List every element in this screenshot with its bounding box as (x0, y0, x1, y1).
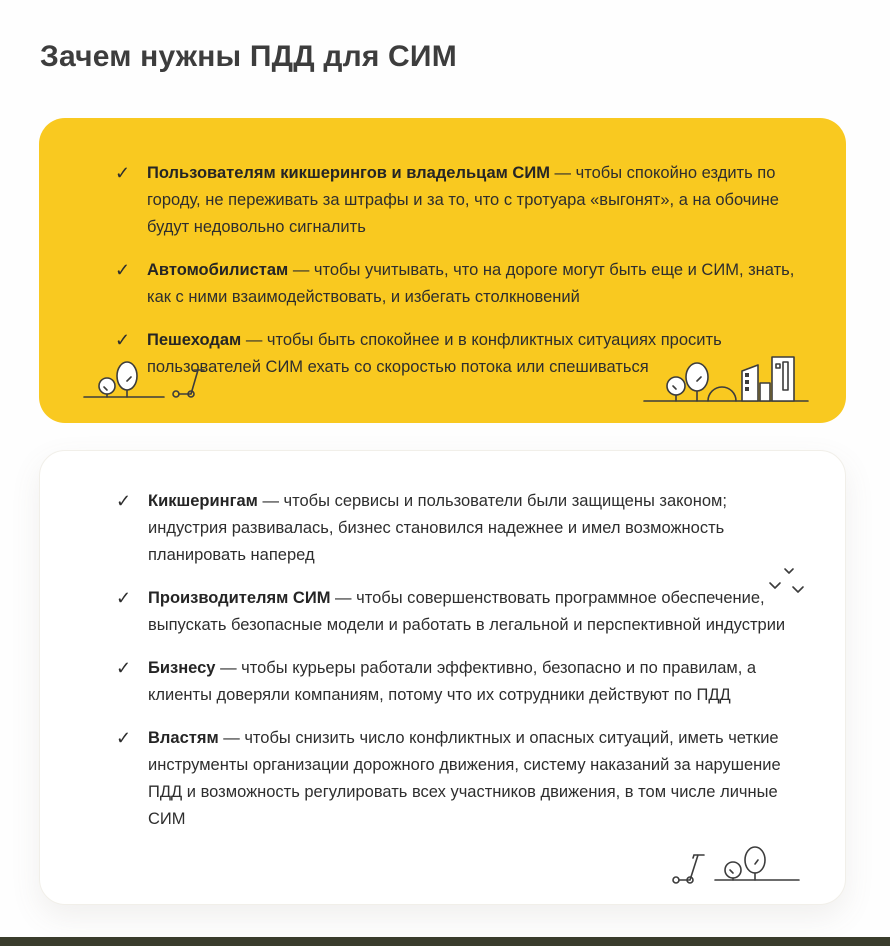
list-item-text: Автомобилистам — чтобы учитывать, что на дороге могут быть еще и СИМ, знать, как с ними взаимодействовать, и избегать столкновений (147, 261, 795, 306)
list-item-text: Пешеходам — чтобы быть спокойнее и в конфликтных ситуациях просить пользователей СИМ ехать со скоростью потока или спешиваться (147, 331, 722, 376)
check-icon: ✓ (116, 588, 132, 608)
list-item-lead: Производителям СИМ (148, 589, 331, 607)
scooter-and-trees-icon (671, 842, 803, 890)
city-skyline-icon (642, 351, 810, 409)
yellow-card-list (39, 160, 846, 381)
white-info-card (39, 450, 846, 905)
list-item-text: Властям — чтобы снизить число конфликтных и опасных ситуаций, иметь четкие инструменты организации дорожного движения, систему наказаний за нарушение ПДД и возможность регулировать всех участников движения, в том числе личные СИМ (148, 729, 781, 828)
trees-and-scooter-icon (79, 357, 219, 407)
yellow-info-card (39, 118, 846, 423)
check-icon: ✓ (115, 330, 131, 350)
white-card-list (40, 488, 845, 833)
list-item-text: Бизнесу — чтобы курьеры работали эффективно, безопасно и по правилам, а клиенты доверяли компаниям, потому что их сотрудники действуют по ПДД (148, 659, 757, 704)
list-item-text: Кикшерингам — чтобы сервисы и пользователи были защищены законом; индустрия развивалась, бизнес становился надежнее и имел возможность планировать наперед (148, 492, 727, 564)
next-section-edge (0, 937, 890, 946)
check-icon: ✓ (116, 491, 132, 511)
birds-icon (766, 563, 814, 597)
list-item-lead: Бизнесу (148, 659, 216, 677)
page-title: Зачем нужны ПДД для СИМ (40, 40, 457, 74)
list-item (40, 488, 845, 569)
check-icon: ✓ (115, 163, 131, 183)
list-item-text: Пользователям кикшерингов и владельцам СИМ — чтобы спокойно ездить по городу, не переживать за штрафы и за то, что с тротуара «выгонят», а на обочине будут недовольно сигналить (147, 164, 779, 236)
list-item (40, 655, 845, 709)
list-item (39, 257, 846, 311)
check-icon: ✓ (115, 260, 131, 280)
list-item-lead: Пользователям кикшерингов и владельцам СИМ (147, 164, 550, 182)
list-item (40, 585, 845, 639)
check-icon: ✓ (116, 728, 132, 748)
list-item-lead: Автомобилистам (147, 261, 289, 279)
list-item (39, 160, 846, 241)
list-item-lead: Властям (148, 729, 219, 747)
list-item-text: Производителям СИМ — чтобы совершенствовать программное обеспечение, выпускать безопасные модели и работать в легальной и перспективной индустрии (148, 589, 786, 634)
list-item-lead: Кикшерингам (148, 492, 258, 510)
check-icon: ✓ (116, 658, 132, 678)
list-item (40, 725, 845, 833)
list-item-lead: Пешеходам (147, 331, 242, 349)
